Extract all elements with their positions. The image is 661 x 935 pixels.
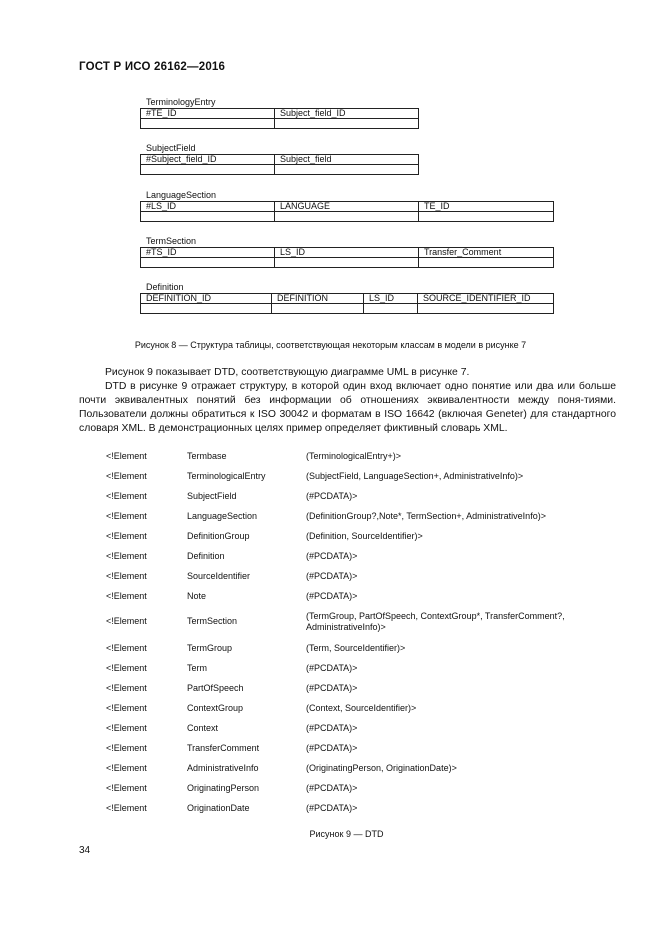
table-title: LanguageSection bbox=[146, 190, 217, 200]
dtd-keyword: <!Element bbox=[106, 531, 147, 541]
dtd-keyword: <!Element bbox=[106, 763, 147, 773]
table-title: TermSection bbox=[146, 236, 197, 246]
table-languagesection bbox=[140, 190, 554, 222]
dtd-content-model: (#PCDATA)> bbox=[306, 591, 358, 601]
empty-cell bbox=[275, 212, 419, 222]
empty-cell bbox=[141, 212, 275, 222]
dtd-keyword: <!Element bbox=[106, 703, 147, 713]
dtd-content-model: (DefinitionGroup?,Note*, TermSection+, AdministrativeInfo)> bbox=[306, 511, 546, 521]
column-header: LS_ID bbox=[275, 248, 419, 258]
dtd-row bbox=[106, 758, 606, 778]
dtd-keyword: <!Element bbox=[106, 683, 147, 693]
dtd-element-name: TermSection bbox=[187, 616, 238, 626]
table-title: Definition bbox=[146, 282, 184, 292]
dtd-element-name: Definition bbox=[187, 551, 225, 561]
dtd-content-model: (Definition, SourceIdentifier)> bbox=[306, 531, 423, 541]
empty-cell bbox=[364, 304, 418, 314]
column-header: LANGUAGE bbox=[275, 202, 419, 212]
schema-table bbox=[140, 293, 554, 314]
dtd-row bbox=[106, 658, 606, 678]
empty-cell bbox=[141, 119, 275, 129]
column-header: DEFINITION_ID bbox=[141, 294, 272, 304]
dtd-element-name: LanguageSection bbox=[187, 511, 258, 521]
table-title: SubjectField bbox=[146, 143, 196, 153]
dtd-row bbox=[106, 606, 606, 638]
dtd-content-model: (TermGroup, PartOfSpeech, ContextGroup*, TransferComment?, AdministrativeInfo)> bbox=[306, 611, 565, 632]
dtd-element-name: AdministrativeInfo bbox=[187, 763, 259, 773]
dtd-row bbox=[106, 586, 606, 606]
dtd-row bbox=[106, 466, 606, 486]
dtd-element-name: TransferComment bbox=[187, 743, 260, 753]
empty-cell bbox=[141, 165, 275, 175]
column-header: #Subject_field_ID bbox=[141, 155, 275, 165]
document-header: ГОСТ Р ИСО 26162—2016 bbox=[79, 61, 226, 73]
dtd-keyword: <!Element bbox=[106, 511, 147, 521]
dtd-row bbox=[106, 738, 606, 758]
empty-cell bbox=[141, 304, 272, 314]
dtd-element-name: Context bbox=[187, 723, 219, 733]
column-header: SOURCE_IDENTIFIER_ID bbox=[418, 294, 554, 304]
table-title: TerminologyEntry bbox=[146, 97, 216, 107]
dtd-keyword: <!Element bbox=[106, 803, 147, 813]
dtd-element-name: OriginationDate bbox=[187, 803, 250, 813]
dtd-row bbox=[106, 526, 606, 546]
dtd-content-model: (#PCDATA)> bbox=[306, 663, 358, 673]
body-text bbox=[79, 366, 616, 436]
empty-cell bbox=[419, 212, 554, 222]
dtd-content-model: (#PCDATA)> bbox=[306, 723, 358, 733]
schema-table bbox=[140, 108, 419, 129]
dtd-keyword: <!Element bbox=[106, 743, 147, 753]
dtd-element-name: ContextGroup bbox=[187, 703, 244, 713]
dtd-row bbox=[106, 506, 606, 526]
table-terminologyentry bbox=[140, 97, 419, 129]
dtd-content-model: (#PCDATA)> bbox=[306, 571, 358, 581]
dtd-row bbox=[106, 638, 606, 658]
column-header: TE_ID bbox=[419, 202, 554, 212]
dtd-keyword: <!Element bbox=[106, 616, 147, 626]
dtd-element-name: SourceIdentifier bbox=[187, 571, 251, 581]
dtd-keyword: <!Element bbox=[106, 723, 147, 733]
dtd-content-model: (OriginatingPerson, OriginationDate)> bbox=[306, 763, 457, 773]
paragraph: Рисунок 9 показывает DTD, соответствующую диаграмме UML в рисунке 7. bbox=[105, 367, 470, 378]
column-header: #TE_ID bbox=[141, 109, 275, 119]
dtd-content-model: (#PCDATA)> bbox=[306, 551, 358, 561]
dtd-keyword: <!Element bbox=[106, 491, 147, 501]
dtd-row bbox=[106, 486, 606, 506]
dtd-element-name: DefinitionGroup bbox=[187, 531, 250, 541]
dtd-row bbox=[106, 678, 606, 698]
column-header: Subject_field_ID bbox=[275, 109, 419, 119]
dtd-keyword: <!Element bbox=[106, 571, 147, 581]
empty-cell bbox=[275, 119, 419, 129]
column-header: #TS_ID bbox=[141, 248, 275, 258]
dtd-keyword: <!Element bbox=[106, 551, 147, 561]
dtd-row bbox=[106, 566, 606, 586]
dtd-element-name: PartOfSpeech bbox=[187, 683, 244, 693]
dtd-row bbox=[106, 718, 606, 738]
dtd-content-model: (Term, SourceIdentifier)> bbox=[306, 643, 406, 653]
dtd-content-model: (Context, SourceIdentifier)> bbox=[306, 703, 417, 713]
figure-9-caption: Рисунок 9 — DTD bbox=[309, 829, 384, 839]
schema-table bbox=[140, 154, 419, 175]
page-number: 34 bbox=[79, 845, 91, 856]
figure-8-caption: Рисунок 8 — Структура таблицы, соответствующая некоторым классам в модели в рисунке 7 bbox=[134, 340, 527, 350]
dtd-content-model: (#PCDATA)> bbox=[306, 783, 358, 793]
dtd-element-name: SubjectField bbox=[187, 491, 237, 501]
dtd-element-name: OriginatingPerson bbox=[187, 783, 260, 793]
dtd-content-model: (TerminologicalEntry+)> bbox=[306, 451, 402, 461]
paragraph: DTD в рисунке 9 отражает структуру, в которой один вход включает одно понятие или два или больше почти эквивалентных понятий без информации об отношениях эквивалентности между поня-тиями. Пользователи должны обратиться к ISO 30042 и форматам в ISO 16642 (включая Geneter) для стандартного словаря XML. В демонстрационных целях пример определяет фиктивный словарь XML. bbox=[79, 381, 616, 434]
dtd-content-model: (#PCDATA)> bbox=[306, 743, 358, 753]
dtd-row bbox=[106, 546, 606, 566]
dtd-content-model: (#PCDATA)> bbox=[306, 803, 358, 813]
dtd-content-model: (#PCDATA)> bbox=[306, 683, 358, 693]
dtd-element-name: TermGroup bbox=[187, 643, 233, 653]
dtd-keyword: <!Element bbox=[106, 471, 147, 481]
dtd-row bbox=[106, 778, 606, 798]
schema-table bbox=[140, 247, 554, 268]
table-subjectfield bbox=[140, 143, 419, 175]
dtd-keyword: <!Element bbox=[106, 783, 147, 793]
column-header: LS_ID bbox=[364, 294, 418, 304]
dtd-keyword: <!Element bbox=[106, 663, 147, 673]
dtd-keyword: <!Element bbox=[106, 643, 147, 653]
empty-cell bbox=[272, 304, 364, 314]
empty-cell bbox=[418, 304, 554, 314]
dtd-element-name: TerminologicalEntry bbox=[187, 471, 266, 481]
empty-cell bbox=[275, 165, 419, 175]
column-header: Transfer_Comment bbox=[419, 248, 554, 258]
column-header: DEFINITION bbox=[272, 294, 364, 304]
dtd-row bbox=[106, 798, 606, 818]
table-definition bbox=[140, 282, 554, 314]
dtd-content-model: (#PCDATA)> bbox=[306, 491, 358, 501]
dtd-keyword: <!Element bbox=[106, 591, 147, 601]
dtd-keyword: <!Element bbox=[106, 451, 147, 461]
column-header: #LS_ID bbox=[141, 202, 275, 212]
dtd-listing bbox=[106, 446, 606, 818]
table-termsection bbox=[140, 236, 554, 268]
dtd-content-model: (SubjectField, LanguageSection+, AdministrativeInfo)> bbox=[306, 471, 524, 481]
empty-cell bbox=[141, 258, 275, 268]
dtd-element-name: Termbase bbox=[187, 451, 227, 461]
empty-cell bbox=[419, 258, 554, 268]
schema-table bbox=[140, 201, 554, 222]
dtd-element-name: Note bbox=[187, 591, 207, 601]
dtd-element-name: Term bbox=[187, 663, 207, 673]
column-header: Subject_field bbox=[275, 155, 419, 165]
dtd-row bbox=[106, 446, 606, 466]
dtd-row bbox=[106, 698, 606, 718]
empty-cell bbox=[275, 258, 419, 268]
